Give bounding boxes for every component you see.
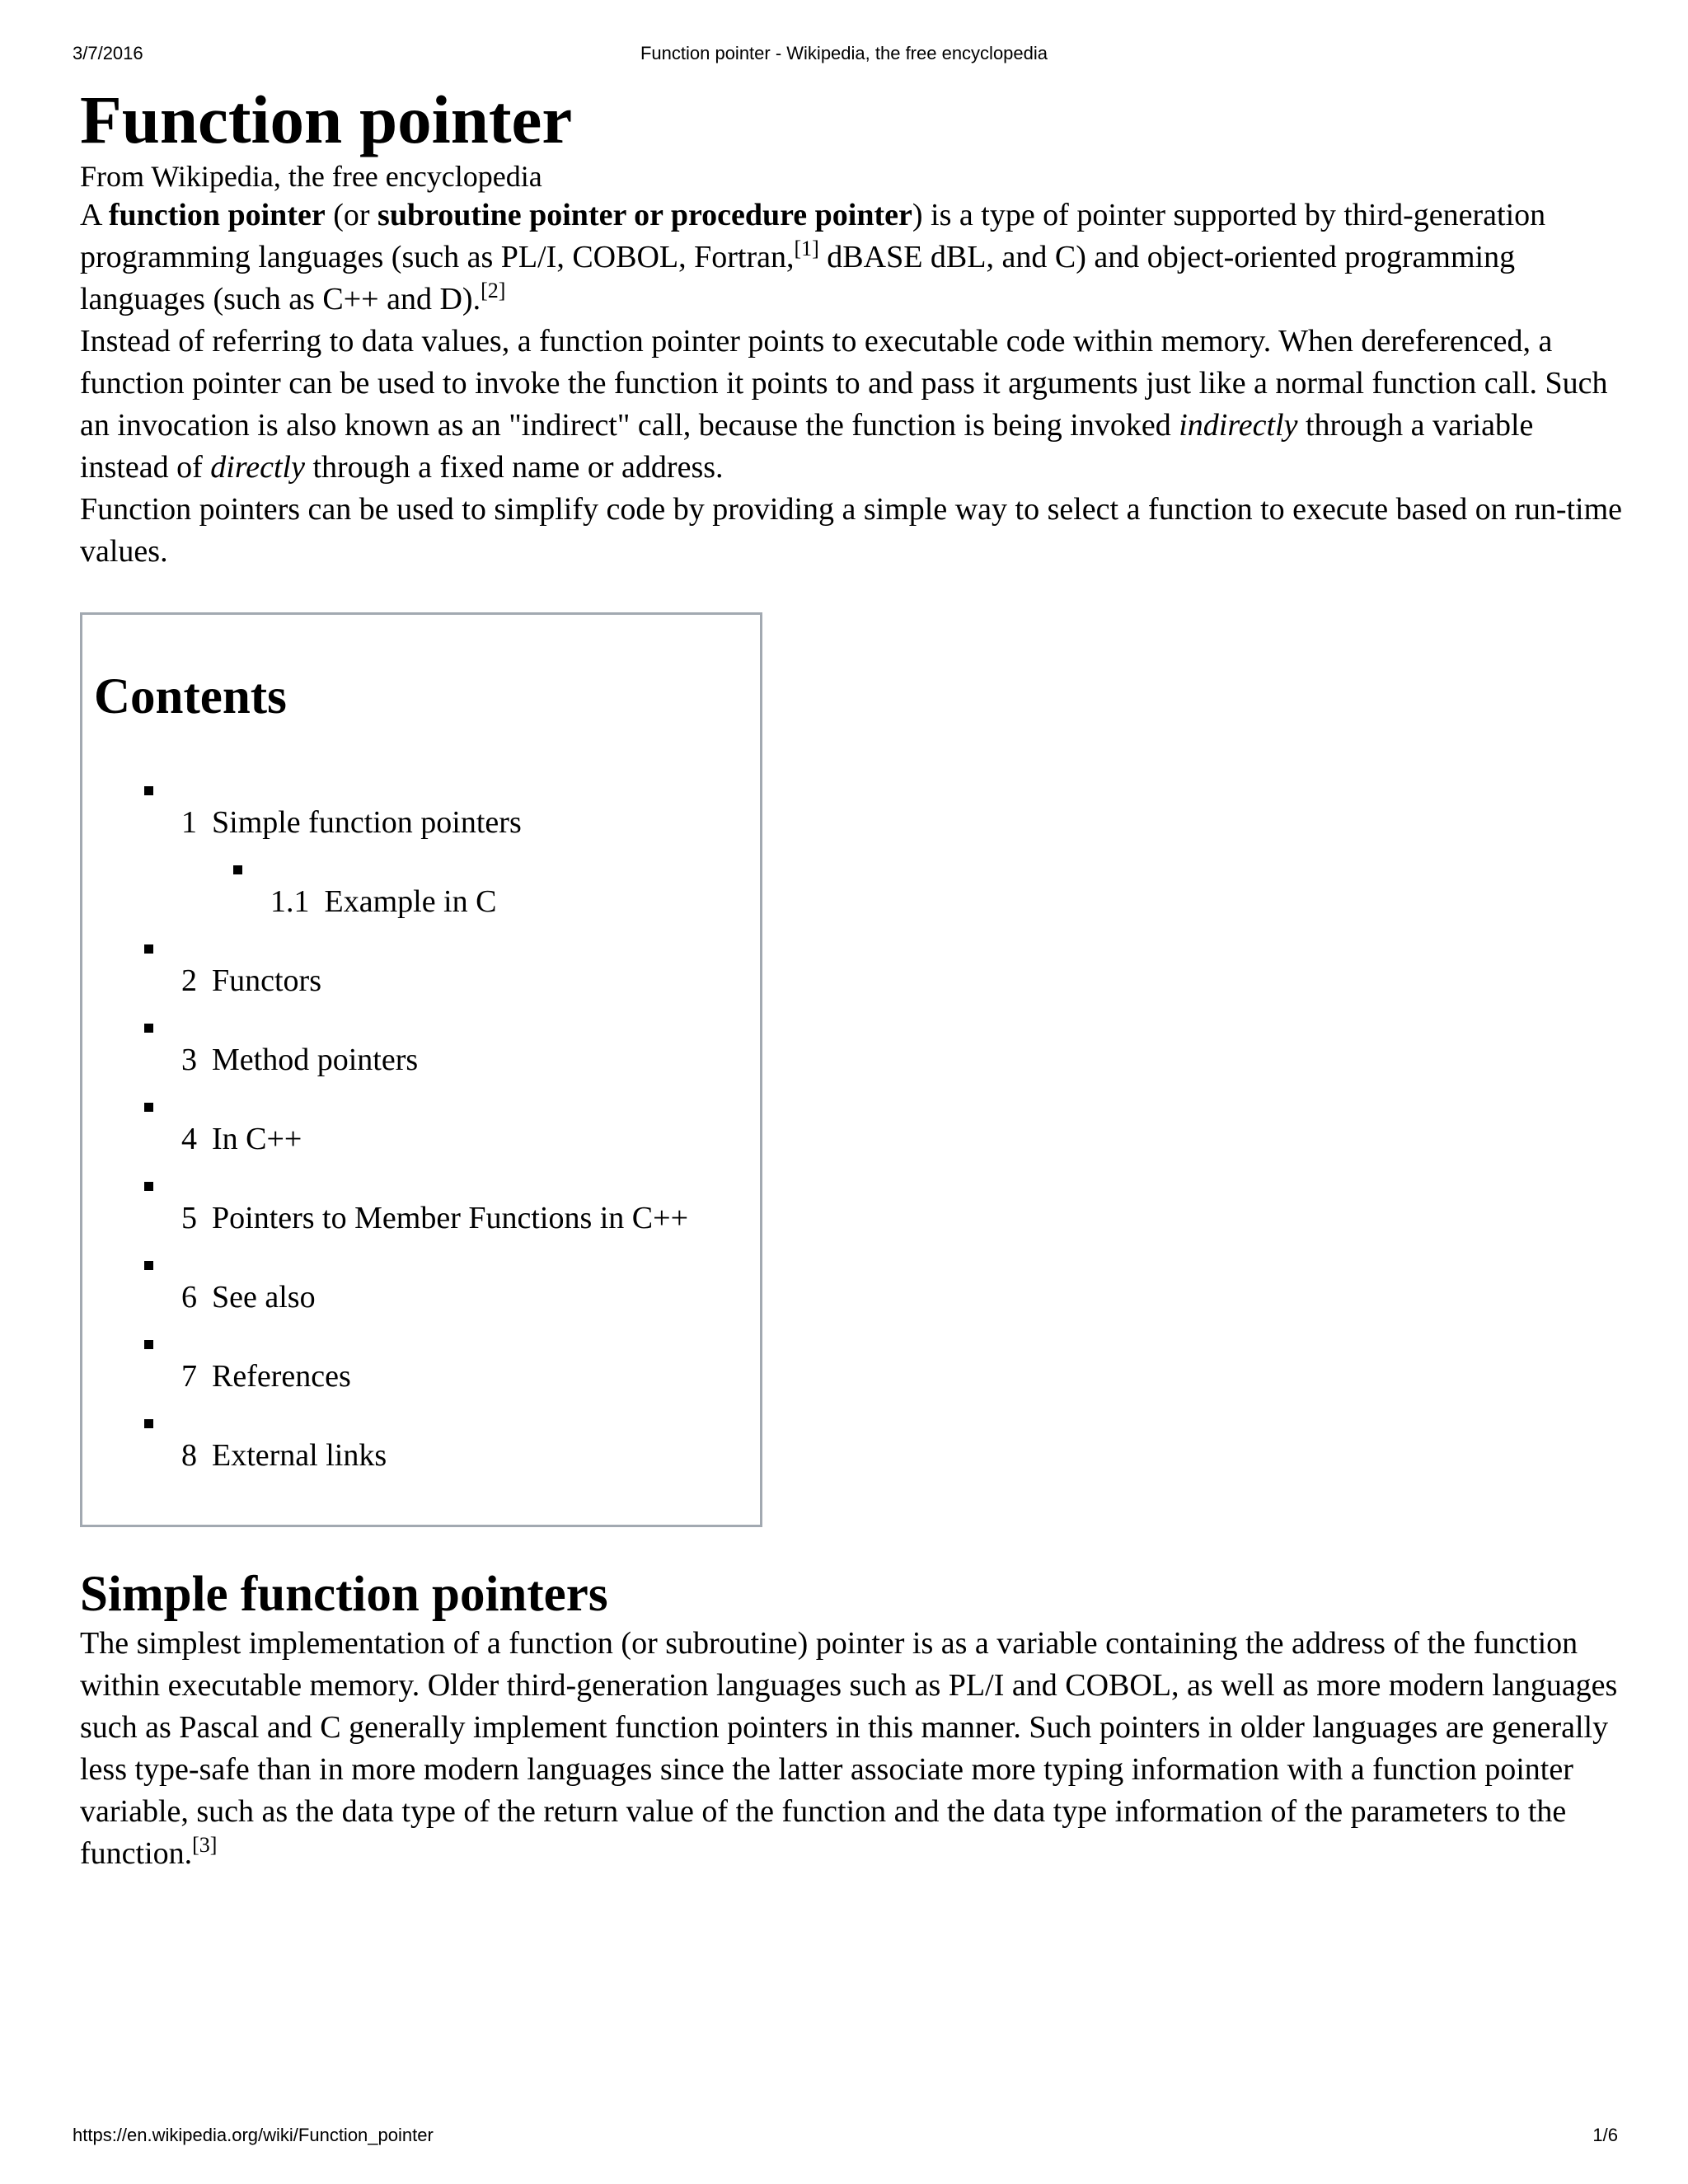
reference-link-3[interactable]: [3] [192,1832,218,1857]
toc-item-simple-function-pointers[interactable]: 1 Simple function pointers [82,786,758,865]
toc-item-example-in-c[interactable]: 1.1 Example in C [82,865,758,944]
bullet-icon [144,1340,153,1349]
bullet-icon [144,786,153,795]
toc-title: Contents [94,669,287,725]
page-title: Function pointer [80,82,573,157]
indirect-call-paragraph: Instead of referring to data values, a function pointer points to executable code within memory. When dereferenced, a function pointer can be used to invoke the function it points to and pass it arguments just like a normal function call. Such an invocation is also known as an "indirect" call, because the function is being invoked indirectly through a variable instead of directly through a fixed name or address. [80,324,1608,485]
site-subtitle: From Wikipedia, the free encyclopedia [80,160,542,194]
toc-item-references[interactable]: 7 References [82,1340,758,1419]
print-page-number: 1/6 [1592,2125,1618,2145]
intro-paragraph: A function pointer (or subroutine pointer or procedure pointer) is a type of pointer supported by third-generation programming languages (such as PL/I, COBOL, Fortran,[1] dBASE dBL, and C) and object-oriented programming languages (such as C++ and D).[2] [80,198,1546,317]
toc-item-functors[interactable]: 2 Functors [82,944,758,1024]
bullet-icon [144,1024,153,1033]
term-alt-names: subroutine pointer or procedure pointer [377,198,912,233]
simple-function-pointers-paragraph: The simplest implementation of a function (or subroutine) pointer is as a variable containing the address of the function within executable memory. Older third-generation languages such as PL/I and COBOL, as well as more modern languages such as Pascal and C generally implement function pointers in this manner. Such pointers in older languages are generally less type-safe than in more modern languages since the latter associate more typing information with a function pointer variable, such as the data type of the return value of the function and the data type information of the parameters to the function.[3] [80,1625,1618,1871]
toc-item-in-cpp[interactable]: 4 In C++ [82,1103,758,1182]
section-heading-simple-function-pointers: Simple function pointers [80,1567,608,1623]
bullet-icon [144,1103,153,1112]
bullet-icon [144,1261,153,1270]
table-of-contents [80,612,762,1527]
bullet-icon [144,1419,153,1428]
reference-link-2[interactable]: [2] [481,279,506,303]
article-content [80,82,1629,1875]
bullet-icon [233,865,242,874]
toc-item-see-also[interactable]: 6 See also [82,1261,758,1340]
toc-item-external-links[interactable]: 8 External links [82,1419,758,1498]
print-date: 3/7/2016 [73,43,143,63]
bullet-icon [144,1182,153,1191]
toc-item-pointers-to-member-functions[interactable]: 5 Pointers to Member Functions in C++ [82,1182,758,1261]
print-url: https://en.wikipedia.org/wiki/Function_pointer [73,2125,434,2145]
term-function-pointer: function pointer [108,198,326,233]
toc-item-method-pointers[interactable]: 3 Method pointers [82,1024,758,1103]
runtime-paragraph: Function pointers can be used to simplify code by providing a simple way to select a function to execute based on run-time values. [80,492,1623,569]
print-page-title: Function pointer - Wikipedia, the free encyclopedia [640,43,1048,63]
bullet-icon [144,944,153,954]
reference-link-1[interactable]: [1] [794,237,819,261]
